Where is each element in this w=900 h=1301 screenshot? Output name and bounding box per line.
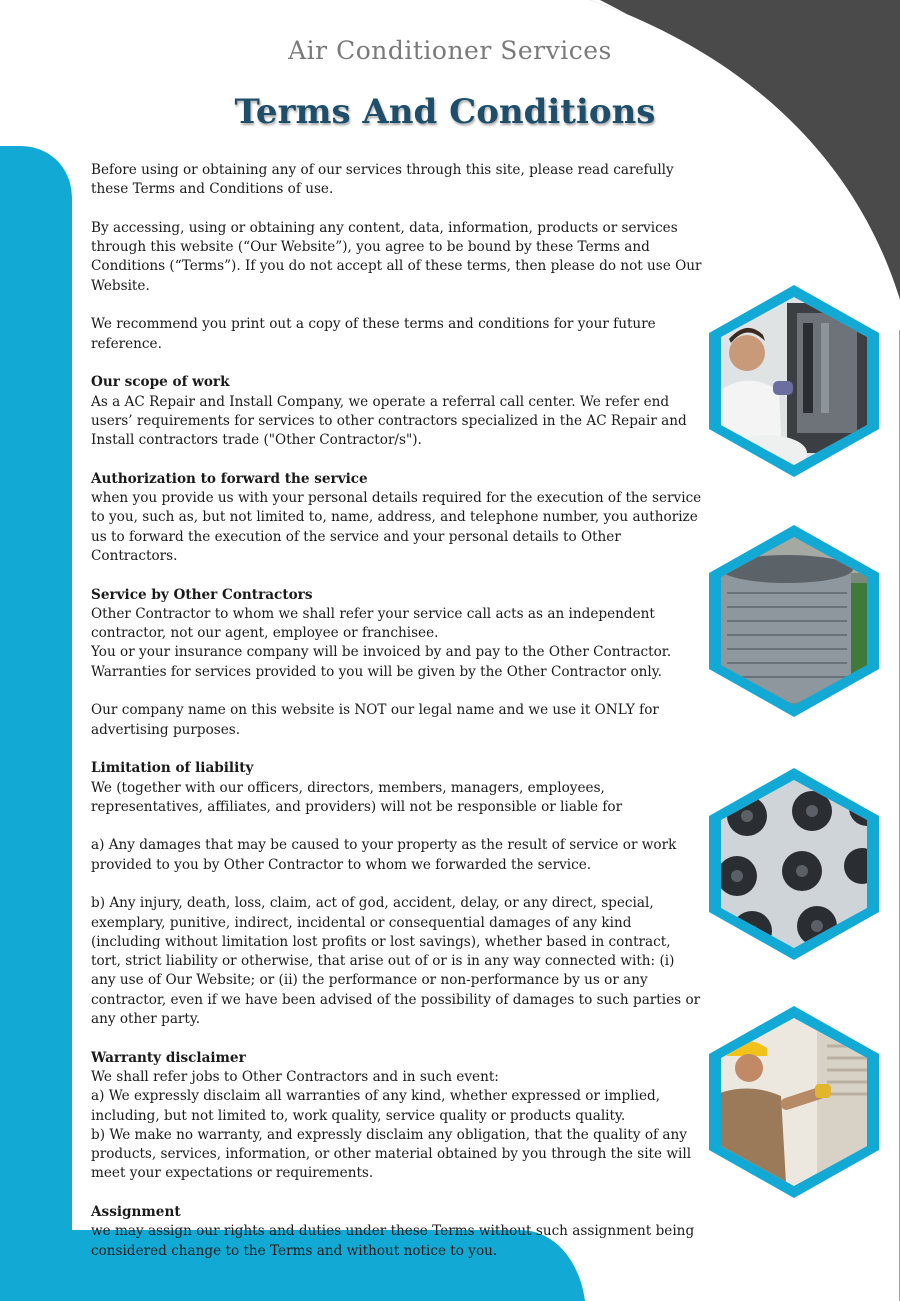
company-name-notice: Our company name on this website is NOT our legal name and we use it ONLY for advertising purposes.: [91, 702, 659, 738]
section-authorization: [91, 470, 703, 566]
section-liability: [91, 759, 703, 817]
section-body: We shall refer jobs to Other Contractors and in such event:: [91, 1068, 499, 1085]
warranty-item-b: b) We make no warranty, and expressly disclaim any obligation, that the quality of any products, services, information, or other material obtained by you through the site will meet your expectations or requirements.: [91, 1126, 692, 1182]
section-heading: Service by Other Contractors: [91, 586, 313, 603]
section-warranty: [91, 1049, 703, 1184]
section-body: You or your insurance company will be invoiced by and pay to the Other Contractor.: [91, 644, 672, 661]
liability-item-b: b) Any injury, death, loss, claim, act of god, accident, delay, or any direct, special, exemplary, punitive, indirect, incidental or consequential damages of any kind (including without limitation lost profits or lost savings), whether based in contract, tort, strict liability or otherwise, that arise out of or is in any way connected with: (i) any use of Our Website; or (ii) the performance or non-performance by us or any contractor, even if we have been advised of the possibility of damages to such parties or any other party.: [91, 895, 701, 1028]
intro-paragraph-2: By accessing, using or obtaining any content, data, information, products or services through this website (“Our Website”), you agree to be bound by these Terms and Conditions (“Terms”). If you do not accept all of these terms, then please do not use Our Website.: [91, 219, 702, 294]
section-body: we may assign our rights and duties under these Terms without such assignment being considered change to the Terms and without notice to you.: [91, 1223, 695, 1259]
section-heading: Assignment: [91, 1204, 181, 1221]
liability-item-a: a) Any damages that may be caused to your property as the result of service or work provided to you by Other Contractor to whom we forwarded the service.: [91, 837, 677, 873]
section-body: when you provide us with your personal details required for the execution of the service to you, such as, but not limited to, name, address, and telephone number, you authorize us to forward the execution of the service and your personal details to Other Contractors.: [91, 490, 702, 564]
ac-fan-units-array-photo: [707, 766, 881, 962]
section-body: Other Contractor to whom we shall refer your service call acts as an independent contractor, not our agent, employee or franchisee.: [91, 605, 655, 642]
section-heading: Our scope of work: [91, 374, 230, 391]
page-title: Terms And Conditions: [234, 92, 656, 132]
section-heading: Warranty disclaimer: [91, 1049, 246, 1066]
intro-paragraph-3: We recommend you print out a copy of these terms and conditions for your future reference.: [91, 316, 656, 352]
section-heading: Authorization to forward the service: [91, 470, 368, 487]
warranty-item-a: a) We expressly disclaim all warranties of any kind, whether expressed or implied, including, but not limited to, work quality, service quality or products quality.: [91, 1088, 661, 1124]
terms-content: [91, 161, 703, 1280]
section-body: We (together with our officers, directors, members, managers, employees, representatives, affiliates, and providers) will not be responsible or liable for: [91, 779, 623, 815]
section-heading: Limitation of liability: [91, 760, 254, 777]
section-assignment: [91, 1203, 703, 1261]
section-scope: [91, 373, 703, 450]
technician-repairing-ac-photo: [707, 283, 881, 479]
worker-installing-unit-photo: [707, 1004, 881, 1200]
section-body: Warranties for services provided to you will be given by the Other Contractor only.: [91, 663, 662, 680]
section-body: As a AC Repair and Install Company, we operate a referral call center. We refer end users’ requirements for services to other contractors specialized in the AC Repair and Install contractors trade ("Other Contractor/s").: [91, 393, 687, 449]
page-subtitle: Air Conditioner Services: [288, 36, 612, 65]
intro-paragraph-1: Before using or obtaining any of our services through this site, please read carefully these Terms and Conditions of use.: [91, 162, 674, 198]
outdoor-ac-condenser-photo: [707, 523, 881, 719]
section-other-contractors: [91, 586, 703, 682]
